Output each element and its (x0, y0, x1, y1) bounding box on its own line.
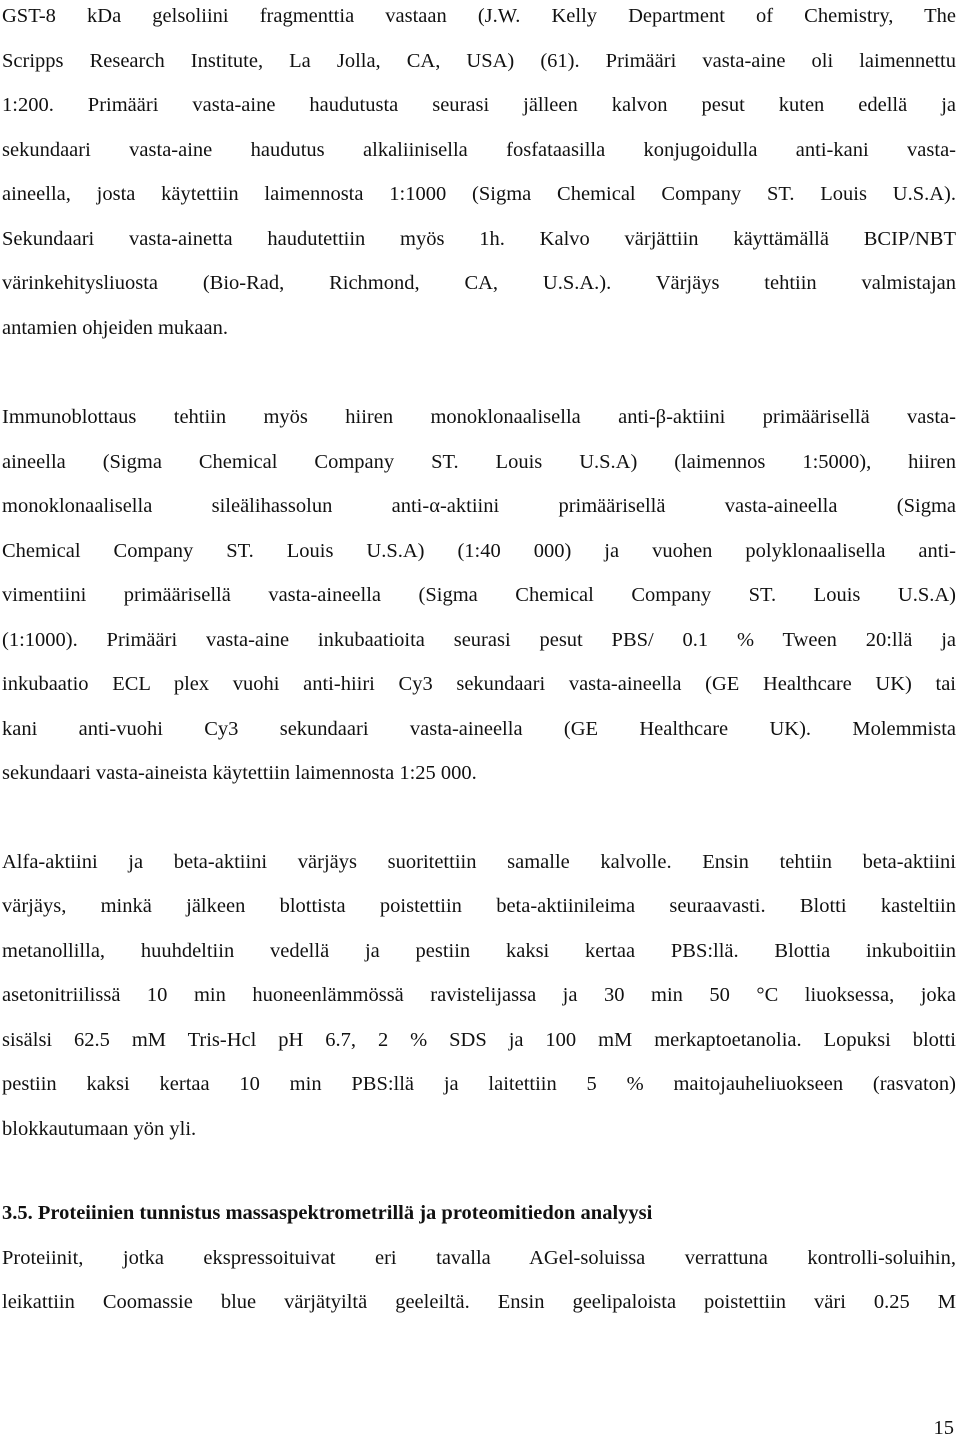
text-line: Immunoblottaus tehtiin myös hiiren monoklonaalisella anti-β-aktiini primäärisellä vasta- (2, 406, 956, 428)
page-number: 15 (933, 1417, 954, 1439)
text-line: aineella (Sigma Chemical Company ST. Louis U.S.A) (laimennos 1:5000), hiiren (2, 450, 956, 473)
text-line: 1:200. Primääri vasta-aine haudutusta seurasi jälleen kalvon pesut kuten edellä ja (2, 94, 956, 116)
text-line: asetonitriilissä 10 min huoneenlämmössä ravistelijassa ja 30 min 50 °C liuoksessa, joka (2, 984, 956, 1006)
text-line: blokkautumaan yön yli. (2, 1117, 197, 1140)
text-line: pestiin kaksi kertaa 10 min PBS:llä ja laitettiin 5 % maitojauheliuokseen (rasvaton) (2, 1073, 956, 1095)
paragraph-secondary-antibody-incubation (2, 0, 956, 350)
text-line: Chemical Company ST. Louis U.S.A) (1:40 000) ja vuohen polyklonaalisella anti- (2, 539, 956, 562)
text-line: inkubaatio ECL plex vuohi anti-hiiri Cy3 sekundaari vasta-aineella (GE Healthcare UK) tai (2, 673, 956, 695)
document-page (2, 0, 956, 1325)
section-3-5 (2, 1191, 956, 1325)
text-line: leikattiin Coomassie blue värjätyiltä geeleiltä. Ensin geelipaloista poistettiin väri 0.25 M (2, 1291, 956, 1313)
text-line: vimentiini primäärisellä vasta-aineella (Sigma Chemical Company ST. Louis U.S.A) (2, 584, 956, 606)
text-line: värinkehitysliuosta (Bio-Rad, Richmond, CA, U.S.A.). Värjäys tehtiin valmistajan (2, 272, 956, 294)
text-line: Sekundaari vasta-ainetta haudutettiin myös 1h. Kalvo värjättiin käyttämällä BCIP/NBT (2, 227, 956, 250)
text-line: GST-8 kDa gelsoliini fragmenttia vastaan (J.W. Kelly Department of Chemistry, The (2, 5, 956, 27)
text-line: aineella, josta käytettiin laimennosta 1:1000 (Sigma Chemical Company ST. Louis U.S.A). (2, 183, 956, 205)
text-line: Proteiinit, jotka ekspressoituivat eri tavalla AGel-soluissa verrattuna kontrolli-soluihin, (2, 1246, 956, 1269)
paragraph-immunoblotting (2, 395, 956, 796)
text-line: monoklonaalisella sileälihassolun anti-α-aktiini primäärisellä vasta-aineella (Sigma (2, 495, 956, 517)
text-line: antamien ohjeiden mukaan. (2, 316, 228, 339)
text-line: (1:1000). Primääri vasta-aine inkubaatioita seurasi pesut PBS/ 0.1 % Tween 20:llä ja (2, 628, 956, 651)
text-line: sekundaari vasta-aine haudutus alkaliinisella fosfataasilla konjugoidulla anti-kani vasta- (2, 138, 956, 161)
text-line: Scripps Research Institute, La Jolla, CA, USA) (61). Primääri vasta-aine oli laimennettu (2, 49, 956, 72)
text-line: Alfa-aktiini ja beta-aktiini värjäys suoritettiin samalle kalvolle. Ensin tehtiin beta-aktiini (2, 850, 956, 873)
text-line: metanollilla, huuhdeltiin vedellä ja pestiin kaksi kertaa PBS:llä. Blottia inkuboitiin (2, 939, 956, 962)
paragraph-actin-staining (2, 840, 956, 1152)
text-line: kani anti-vuohi Cy3 sekundaari vasta-aineella (GE Healthcare UK). Molemmista (2, 717, 956, 740)
text-line: sekundaari vasta-aineista käytettiin laimennosta 1:25 000. (2, 762, 477, 784)
text-line: sisälsi 62.5 mM Tris-Hcl pH 6.7, 2 % SDS ja 100 mM merkaptoetanolia. Lopuksi blotti (2, 1028, 956, 1051)
section-heading: 3.5. Proteiinien tunnistus massaspektrometrillä ja proteomitiedon analyysi (2, 1202, 653, 1224)
text-line: värjäys, minkä jälkeen blottista poistettiin beta-aktiinileima seuraavasti. Blotti kasteltiin (2, 895, 956, 917)
